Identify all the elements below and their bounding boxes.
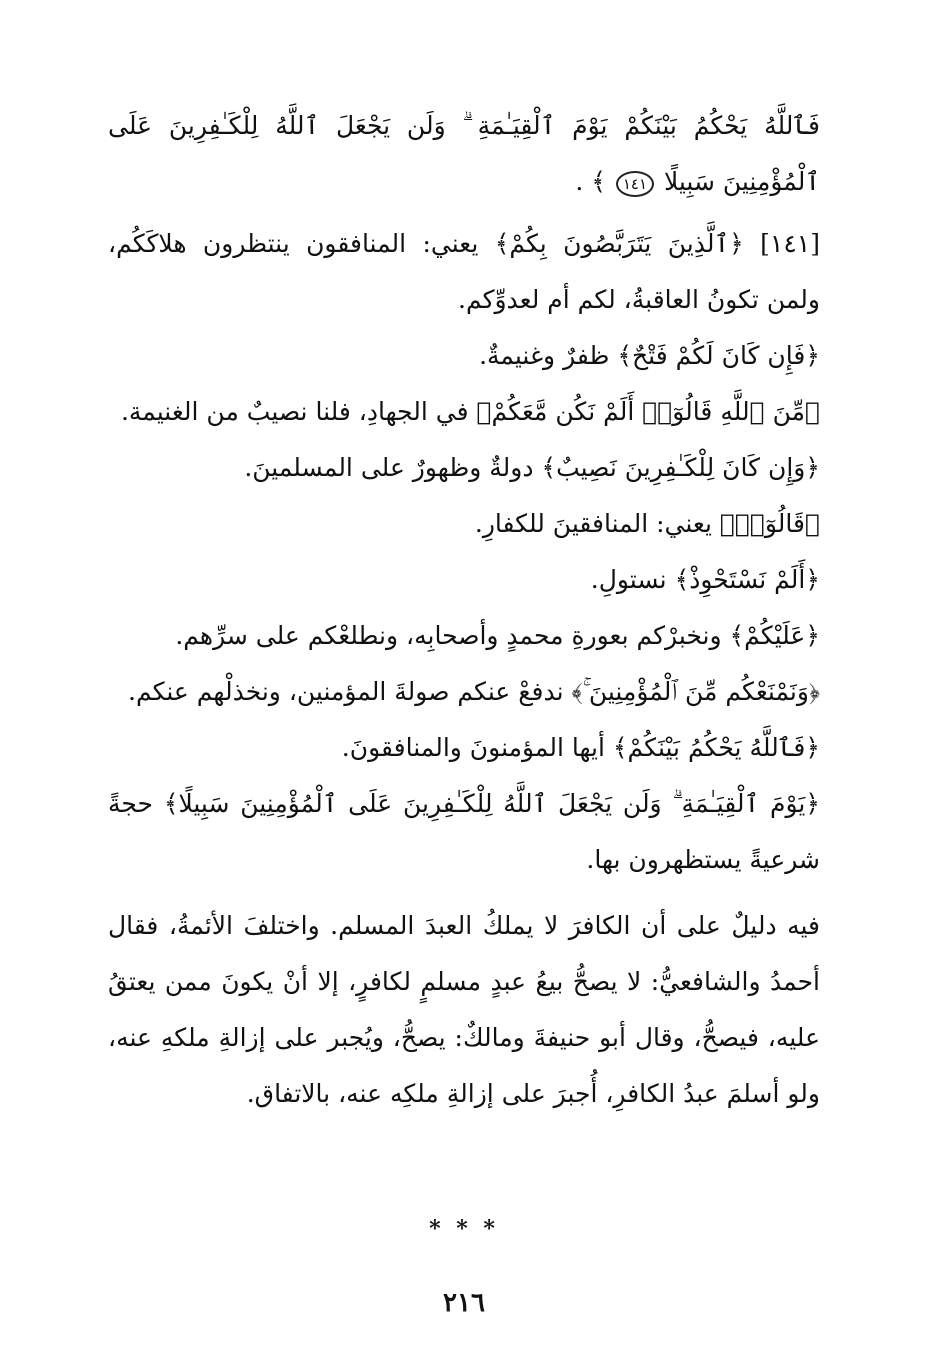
commentary-quote: ﴿عَلَيْكُمْ﴾ — [729, 621, 820, 650]
commentary-quote: ﴿قَالُوٓا۟﴾ — [719, 509, 820, 538]
commentary-text: في الجهادِ، فلنا نصيبٌ من الغنيمة. — [120, 397, 477, 426]
commentary-paragraph — [108, 608, 820, 664]
commentary-paragraph — [108, 328, 820, 384]
commentary-paragraph — [108, 720, 820, 776]
verse-end: ﴾ . — [575, 167, 606, 196]
commentary-paragraph — [108, 776, 820, 888]
commentary-text: ظفرٌ وغنيمةٌ. — [479, 341, 618, 370]
section-separator: * * * — [429, 1216, 499, 1242]
commentary-paragraph — [108, 664, 820, 720]
commentary-text: يعني: المنافقون ينتظرون هلاكَكُم، ولمن تكونُ العاقبةُ، لكم أم لعدوِّكم. — [108, 229, 820, 314]
verse-text: فَٱللَّهُ يَحْكُمُ بَيْنَكُمْ يَوْمَ ٱلْقِيَـٰمَةِ ۗ وَلَن يَجْعَلَ ٱللَّهُ لِلْكَـٰفِرِينَ عَلَى ٱلْمُؤْمِنِينَ سَبِيلًا — [108, 111, 820, 196]
ayah-number-marker: ١٤١ — [616, 171, 654, 197]
verse-continuation — [108, 98, 820, 210]
fiqh-paragraph: فيه دليلٌ على أن الكافرَ لا يملكُ العبدَ المسلم. واختلفَ الأئمةُ، فقال أحمدُ والشافعيُّ: لا يصحُّ بيعُ عبدٍ مسلمٍ لكافرٍ، إلا أنْ يكونَ ممن يعتقُ عليه، فيصحُّ، وقال أبو حنيفةَ ومالكٌ: يصحُّ، ويُجبر على إزالةِ ملكهِ عنه، ولو أسلمَ عبدُ الكافرِ، أُجبرَ على إزالةِ ملكِه عنه، بالاتفاق. — [108, 911, 820, 1108]
commentary-quote: ﴿فَٱللَّهُ يَحْكُمُ بَيْنَكُمْ﴾ — [612, 733, 820, 762]
commentary-paragraph — [108, 384, 820, 440]
commentary-text: أيها المؤمنونَ والمنافقونَ. — [341, 733, 613, 762]
commentary-block — [108, 216, 820, 888]
commentary-quote: ﴿يَوْمَ ٱلْقِيَـٰمَةِ ۗ وَلَن يَجْعَلَ ٱللَّهُ لِلْكَـٰفِرِينَ عَلَى ٱلْمُؤْمِنِينَ سَبِيلًا﴾ — [163, 789, 820, 818]
commentary-text: حجةً شرعيةً يستظهرون بها. — [108, 789, 820, 874]
commentary-text: ونخبرْكم بعورةِ محمدٍ وأصحابِه، ونطلعْكم على سرِّهم. — [175, 621, 730, 650]
commentary-paragraph — [108, 440, 820, 496]
commentary-text: دولةٌ وظهورٌ على المسلمينَ. — [244, 453, 542, 482]
page-number: ٢١٦ — [443, 1288, 485, 1318]
commentary-quote: ﴿وَإِن كَانَ لِلْكَـٰفِرِينَ نَصِيبٌ﴾ — [541, 453, 820, 482]
commentary-paragraph — [108, 552, 820, 608]
commentary-text: ندفعْ عنكم صولةَ المؤمنين، ونخذلْهم عنكم. — [128, 677, 572, 706]
commentary-text: نستولِ. — [590, 565, 675, 594]
commentary-quote: [١٤١] ﴿ٱلَّذِينَ يَتَرَبَّصُونَ بِكُمْ﴾ — [494, 229, 820, 258]
commentary-paragraph — [108, 216, 820, 328]
commentary-quote: ﴿فَإِن كَانَ لَكُمْ فَتْحٌ﴾ — [617, 341, 820, 370]
commentary-quote: ﴿أَلَمْ نَسْتَحْوِذْ﴾ — [674, 565, 820, 594]
commentary-paragraph — [108, 496, 820, 552]
commentary-quote: ﴿مِّنَ ٱللَّهِ قَالُوٓا۟ أَلَمْ نَكُن مَّعَكُمْ﴾ — [476, 397, 820, 426]
commentary-text: يعني: المنافقينَ للكفارِ. — [474, 509, 720, 538]
commentary-quote: ﴿وَنَمْنَعْكُم مِّنَ ٱلْمُؤْمِنِينَ ۚ﴾ — [571, 677, 820, 706]
